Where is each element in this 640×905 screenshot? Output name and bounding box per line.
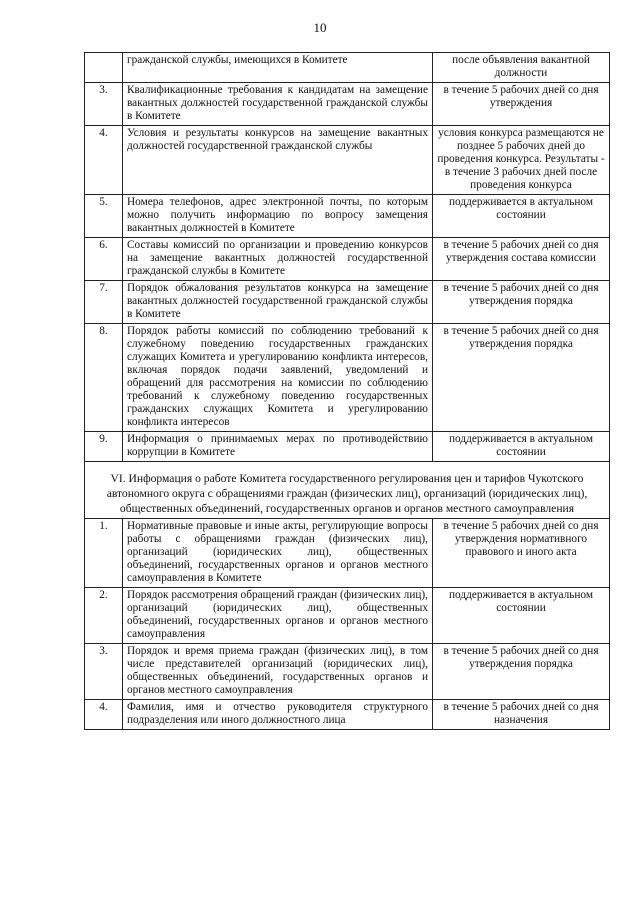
information-table: [84, 52, 610, 730]
row-number: 4.: [85, 700, 123, 730]
row-deadline: поддерживается в актуальном состоянии: [433, 432, 610, 462]
row-number: [85, 53, 123, 83]
row-deadline: в течение 5 рабочих дней со дня утверждения порядка: [433, 324, 610, 432]
section-heading: VI. Информация о работе Комитета государственного регулирования цен и тарифов Чукотского автономного округа с обращениями граждан (физических лиц), организаций (юридических лиц), общественных объединений, государственных органов и органов местного самоуправления: [85, 470, 610, 519]
table-row: [85, 281, 610, 324]
row-deadline: в течение 5 рабочих дней со дня утверждения нормативного правового и иного акта: [433, 519, 610, 588]
row-deadline: условия конкурса размещаются не позднее 5 рабочих дней до проведения конкурса. Результаты - в течение 3 рабочих дней после проведения конкурса: [433, 126, 610, 195]
row-number: 3.: [85, 83, 123, 126]
table-row: [85, 588, 610, 644]
table-row: [85, 432, 610, 462]
table-row: [85, 700, 610, 730]
table-row: [85, 83, 610, 126]
table-row: [85, 53, 610, 83]
row-description: Фамилия, имя и отчество руководителя структурного подразделения или иного должностного лица: [123, 700, 433, 730]
row-deadline: в течение 5 рабочих дней со дня утверждения состава комиссии: [433, 238, 610, 281]
row-deadline: в течение 5 рабочих дней со дня утверждения порядка: [433, 281, 610, 324]
row-number: 9.: [85, 432, 123, 462]
row-number: 2.: [85, 588, 123, 644]
row-description: Порядок и время приема граждан (физических лиц), в том числе представителей организаций (юридических лиц), общественных объединений, государственных органов и органов местного самоуправления: [123, 644, 433, 700]
table-row: [85, 238, 610, 281]
row-description: Порядок работы комиссий по соблюдению требований к служебному поведению государственных гражданских служащих Комитета и урегулированию конфликта интересов, включая порядок подачи заявлений, уведомлений и обращений для рассмотрения на комиссии по соблюдению требований к служебному поведению государственных гражданских служащих Комитета и урегулированию конфликта интересов: [123, 324, 433, 432]
row-description: Порядок обжалования результатов конкурса на замещение вакантных должностей государственной гражданской службы в Комитете: [123, 281, 433, 324]
table-row: [85, 126, 610, 195]
page-number: 10: [313, 20, 327, 35]
row-deadline: в течение 5 рабочих дней со дня утверждения: [433, 83, 610, 126]
row-description: Информация о принимаемых мерах по противодействию коррупции в Комитете: [123, 432, 433, 462]
row-number: 1.: [85, 519, 123, 588]
row-description: Номера телефонов, адрес электронной почты, по которым можно получить информацию по вопросу замещения вакантных должностей в Комитете: [123, 195, 433, 238]
row-number: 6.: [85, 238, 123, 281]
row-number: 7.: [85, 281, 123, 324]
row-number: 5.: [85, 195, 123, 238]
table-row: [85, 519, 610, 588]
row-description: Условия и результаты конкурсов на замещение вакантных должностей государственной гражданской службы: [123, 126, 433, 195]
row-deadline: в течение 5 рабочих дней со дня утверждения порядка: [433, 644, 610, 700]
spacer-row: [85, 462, 610, 471]
table-row: [85, 644, 610, 700]
row-number: 3.: [85, 644, 123, 700]
row-description: Составы комиссий по организации и проведению конкурсов на замещение вакантных должностей государственной гражданской службы в Комитете: [123, 238, 433, 281]
table-row: [85, 324, 610, 432]
row-number: 8.: [85, 324, 123, 432]
row-description: гражданской службы, имеющихся в Комитете: [123, 53, 433, 83]
row-deadline: после объявления вакантной должности: [433, 53, 610, 83]
row-description: Порядок рассмотрения обращений граждан (физических лиц), организаций (юридических лиц), общественных объединений, государственных органов и органов местного самоуправления: [123, 588, 433, 644]
row-number: 4.: [85, 126, 123, 195]
row-deadline: в течение 5 рабочих дней со дня назначения: [433, 700, 610, 730]
table-row: [85, 195, 610, 238]
section-heading-row: [85, 470, 610, 519]
row-description: Нормативные правовые и иные акты, регулирующие вопросы работы с обращениями граждан (физических лиц), организаций (юридических лиц), общественных объединений, государственных органов и органов местного самоуправления в Комитете: [123, 519, 433, 588]
row-deadline: поддерживается в актуальном состоянии: [433, 195, 610, 238]
row-description: Квалификационные требования к кандидатам на замещение вакантных должностей государственной гражданской службы в Комитете: [123, 83, 433, 126]
row-deadline: поддерживается в актуальном состоянии: [433, 588, 610, 644]
